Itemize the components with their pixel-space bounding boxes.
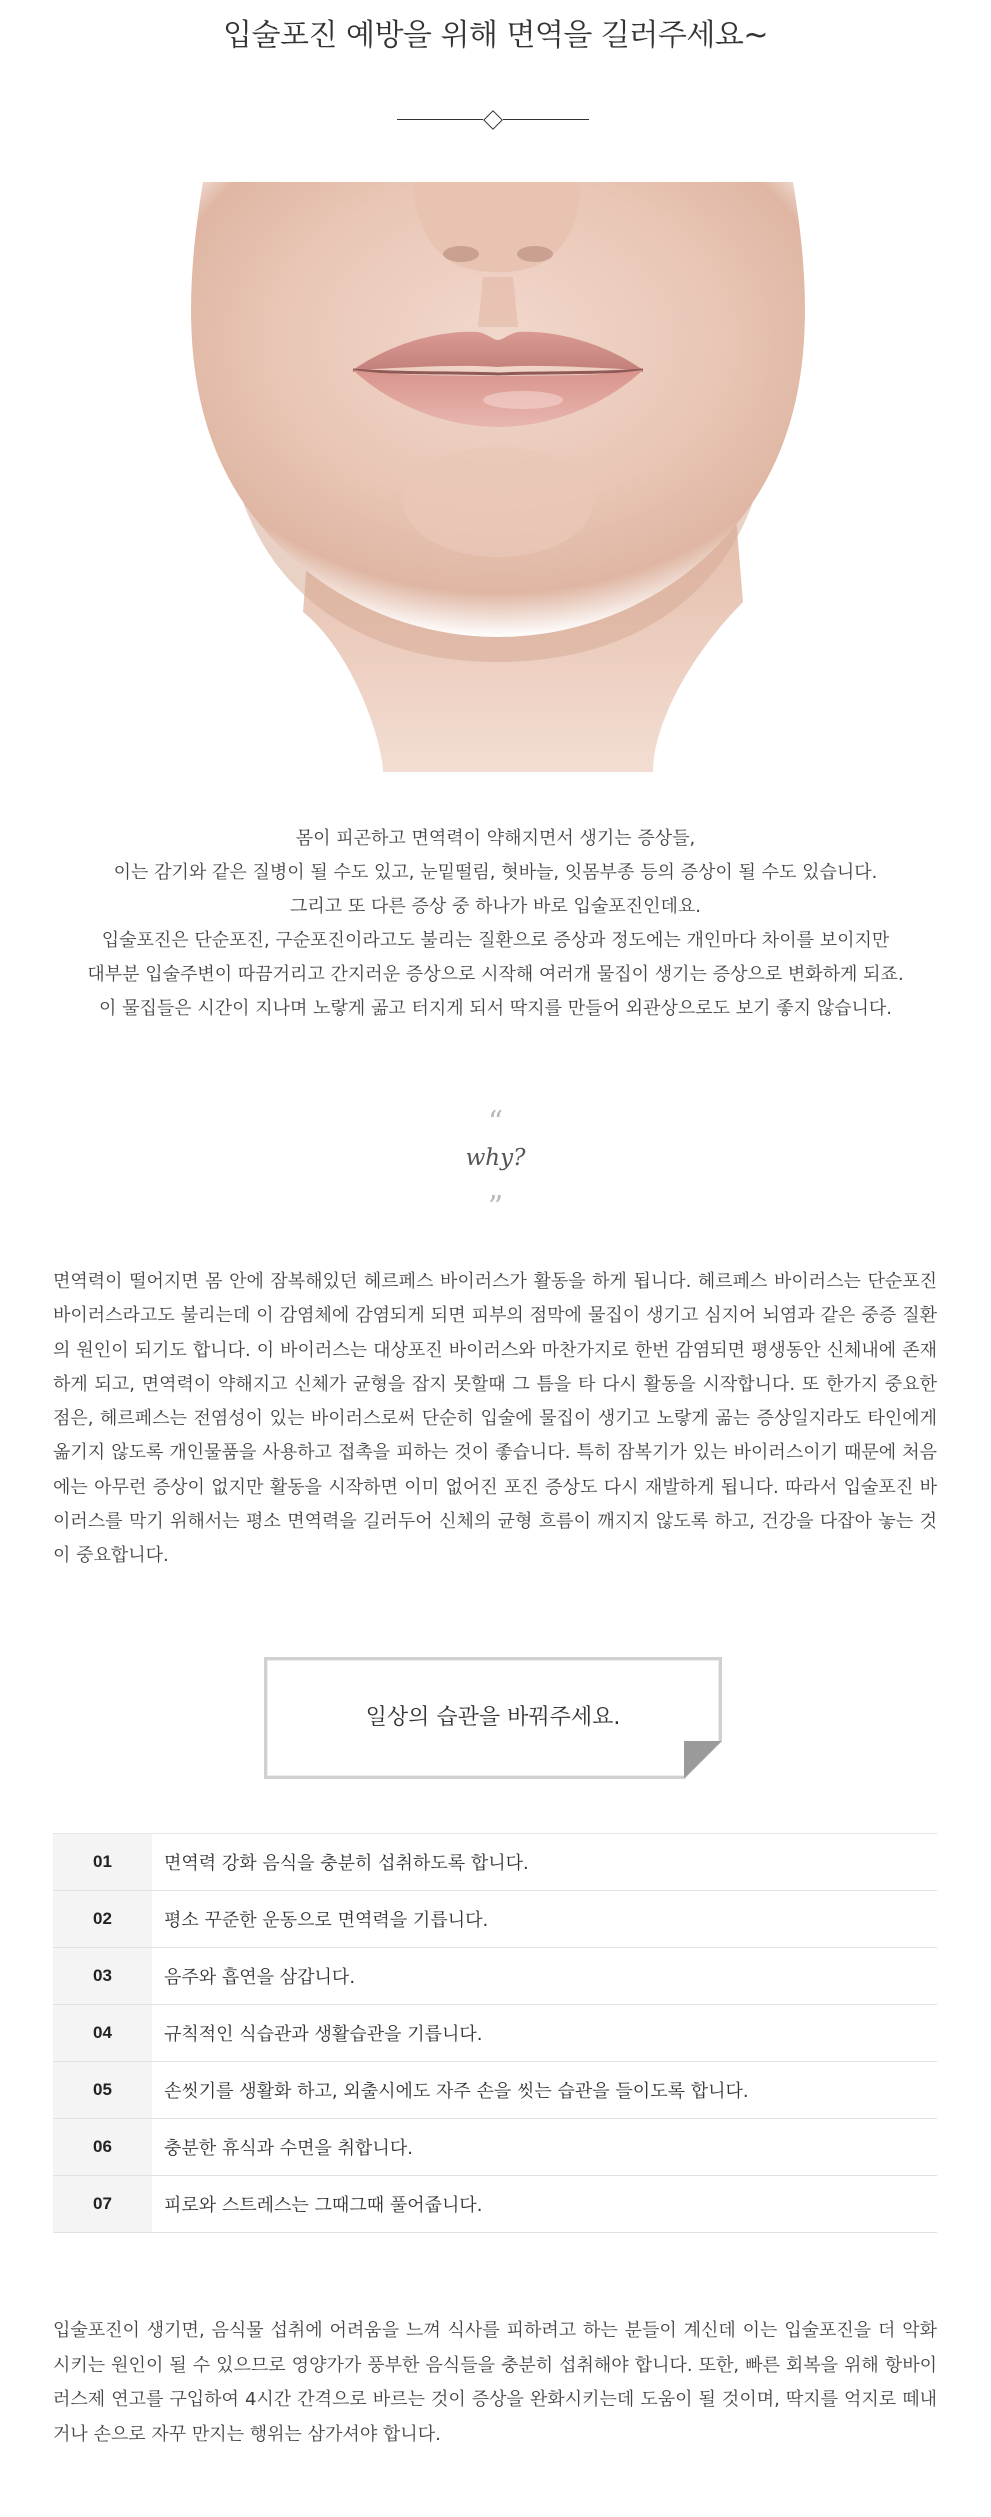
intro-line: 이 물집들은 시간이 지나며 노랗게 곪고 터지게 되서 딱지를 만들어 외관상으로도 보기 좋지 않습니다. [98,998,892,1019]
lips-photo [53,182,937,772]
habit-number: 03 [53,1948,152,2004]
title-divider [397,113,589,127]
list-item [53,2176,937,2233]
habit-text: 면역력 강화 음식을 충분히 섭취하도록 합니다. [164,1853,529,1874]
page-title: 입술포진 예방을 위해 면역을 길러주세요~ [223,18,768,53]
paragraph: 입술포진이 생기면, 음식물 섭취에 어려움을 느껴 식사를 피하려고 하는 분들이 계신데 이는 입술포진을 더 악화시키는 원인이 될 수 있으므로 영양가가 풍부한 음식들을 충분히 섭취해야 합니다. 또한, 빠른 회복을 위해 항바이러스제 연고를 구입하여 4시간 간격으로 바르는 것이 증상을 완화시키는데 도움이 될 것이며, 딱지를 억지로 떼내거나 손으로 자꾸 만지는 행위는 삼가셔야 합니다. [53,2320,937,2445]
divider-diamond-icon [483,110,503,130]
intro-text [40,822,951,1026]
list-item [53,2005,937,2062]
habit-text: 충분한 휴식과 수면을 취합니다. [164,2138,413,2159]
habit-number: 02 [53,1891,152,1947]
habit-text: 평소 꾸준한 운동으로 면역력을 기릅니다. [164,1910,489,1931]
habit-list [53,1833,937,2233]
page-fold-icon [684,1741,722,1779]
habit-number: 06 [53,2119,152,2175]
habit-text: 음주와 흡연을 삼갑니다. [164,1967,356,1988]
habit-number: 07 [53,2176,152,2232]
habit-text: 규칙적인 식습관과 생활습관을 기릅니다. [164,2024,483,2045]
paragraph: 면역력이 떨어지면 몸 안에 잠복해있던 헤르페스 바이러스가 활동을 하게 됩니다. 헤르페스 바이러스는 단순포진 바이러스라고도 불리는데 이 감염체에 감염되게 되면 피부의 점막에 물집이 생기고 심지어 뇌염과 같은 중증 질환의 원인이 되기도 합니다. 이 바이러스는 대상포진 바이러스와 마찬가지로 한번 감염되면 평생동안 신체내에 존재하게 되고, 면역력이 약해지고 신체가 균형을 잡지 못할때 그 틈을 타 다시 활동을 시작합니다. 또 한가지 중요한 점은, 헤르페스는 전염성이 있는 바이러스로써 단순히 입술에 물집이 생기고 노랗게 곪는 증상일지라도 타인에게 옮기지 않도록 개인물품을 사용하고 접촉을 피하는 것이 좋습니다. 특히 잠복기가 있는 바이러스이기 때문에 처음에는 아무런 증상이 없지만 활동을 시작하면 이미 없어진 포진 증상도 다시 재발하게 됩니다. 따라서 입술포진 바이러스를 막기 위해서는 평소 면역력을 길러두어 신체의 균형 흐름이 깨지지 않도록 하고, 건강을 다잡아 놓는 것이 중요합니다. [53,1271,937,1567]
habit-text: 피로와 스트레스는 그때그때 풀어줍니다. [164,2195,483,2216]
virus-explanation [53,1265,937,1574]
intro-line: 입술포진은 단순포진, 구순포진이라고도 불리는 질환으로 증상과 정도에는 개인마다 차이를 보이지만 [101,930,890,951]
list-item [53,1948,937,2005]
habit-number: 05 [53,2062,152,2118]
list-item [53,2119,937,2176]
habit-callout-box [264,1657,722,1779]
care-advice [53,2314,937,2452]
list-item [53,1833,937,1891]
list-item [53,1891,937,1948]
intro-line: 이는 감기와 같은 질병이 될 수도 있고, 눈밑떨림, 혓바늘, 잇몸부종 등의 증상이 될 수도 있습니다. [113,862,878,883]
list-item [53,2062,937,2119]
habit-callout-label: 일상의 습관을 바꿔주세요. [365,1705,621,1730]
why-heading: why? [465,1145,526,1171]
habit-text: 손씻기를 생활화 하고, 외출시에도 자주 손을 씻는 습관을 들이도록 합니다. [164,2081,749,2102]
intro-line: 몸이 피곤하고 면역력이 약해지면서 생기는 증상들, [295,828,696,849]
intro-line: 대부분 입술주변이 따끔거리고 간지러운 증상으로 시작해 여러개 물집이 생기는 증상으로 변화하게 되죠. [87,964,904,985]
close-quote-icon: ” [487,1190,504,1225]
intro-line: 그리고 또 다른 증상 중 하나가 바로 입술포진인데요. [290,896,701,917]
habit-number: 01 [53,1834,152,1890]
habit-number: 04 [53,2005,152,2061]
open-quote-icon: “ [487,1105,504,1140]
